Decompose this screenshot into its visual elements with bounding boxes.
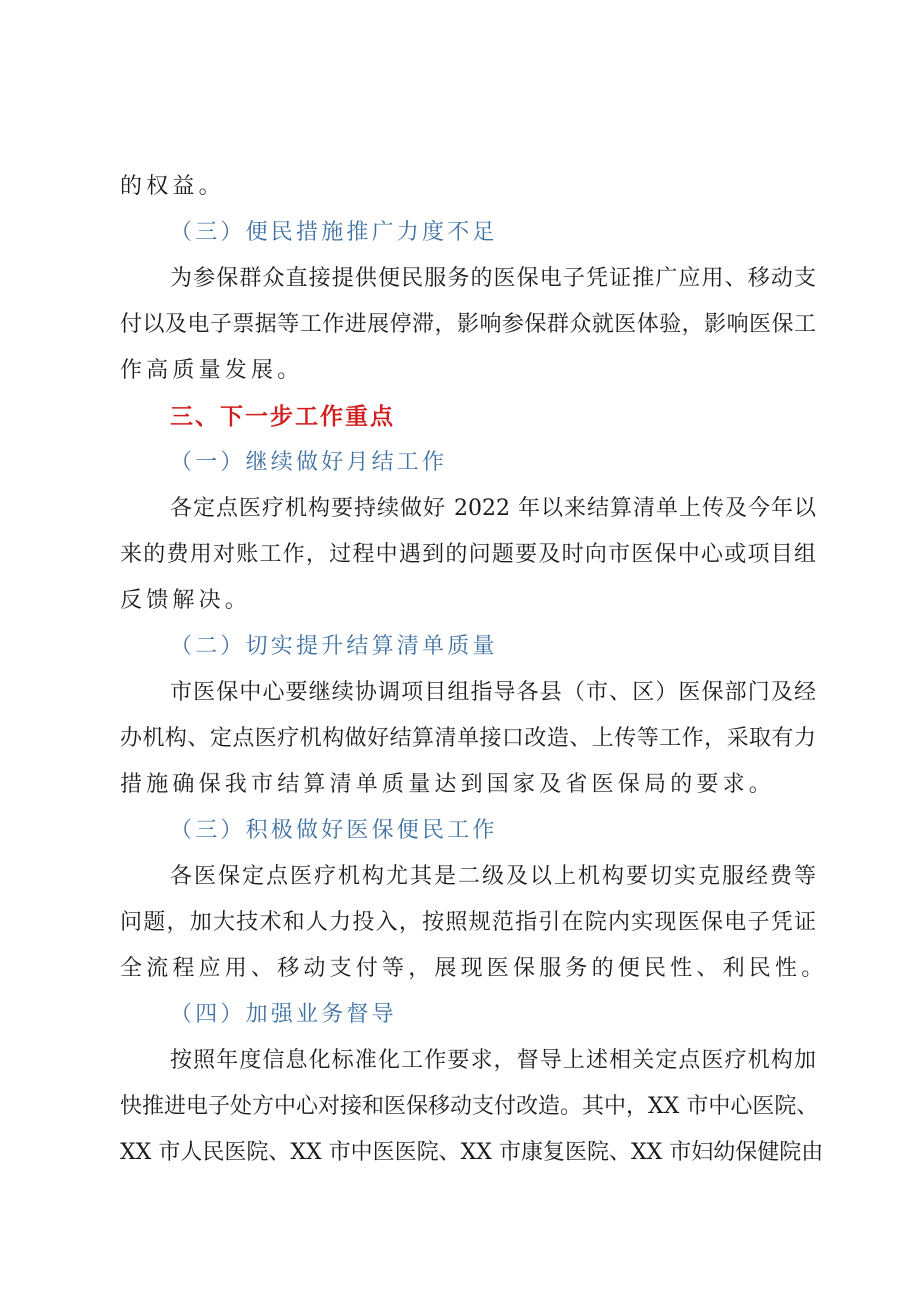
subheading-settlement-quality: （二）切实提升结算清单质量 bbox=[170, 634, 498, 659]
paragraph-line: 为参保群众直接提供便民服务的医保电子凭证推广应用、移动支 bbox=[170, 266, 816, 291]
paragraph-line: 付以及电子票据等工作进展停滞，影响参保群众就医体验，影响医保工 bbox=[120, 312, 816, 337]
subheading-monthly-settlement: （一）继续做好月结工作 bbox=[170, 450, 448, 475]
paragraph-line: 问题，加大技术和人力投入，按照规范指引在院内实现医保电子凭证 bbox=[120, 910, 816, 935]
paragraph-line: 措施确保我市结算清单质量达到国家及省医保局的要求。 bbox=[120, 772, 776, 797]
subheading-convenience-work: （三）积极做好医保便民工作 bbox=[170, 818, 498, 843]
section-heading-next-steps: 三、下一步工作重点 bbox=[170, 404, 395, 430]
subheading-supervision: （四）加强业务督导 bbox=[170, 1002, 397, 1027]
paragraph-line: 反馈解决。 bbox=[120, 588, 252, 613]
paragraph-line: 市医保中心要继续协调项目组指导各县（市、区）医保部门及经 bbox=[170, 680, 816, 705]
paragraph-line: 快推进电子处方中心对接和医保移动支付改造。其中，XX 市中心医院、 bbox=[120, 1094, 819, 1119]
paragraph-line: 全流程应用、移动支付等，展现医保服务的便民性、利民性。 bbox=[120, 956, 828, 981]
paragraph-line: 办机构、定点医疗机构做好结算清单接口改造、上传等工作，采取有力 bbox=[120, 726, 816, 751]
paragraph-line: 作高质量发展。 bbox=[120, 358, 304, 383]
paragraph-line: 各定点医疗机构要持续做好 2022 年以来结算清单上传及今年以 bbox=[170, 496, 816, 521]
paragraph-line: 按照年度信息化标准化工作要求，督导上述相关定点医疗机构加 bbox=[170, 1048, 816, 1073]
subheading-convenience-measures: （三）便民措施推广力度不足 bbox=[170, 220, 498, 245]
paragraph-line: 来的费用对账工作，过程中遇到的问题要及时向市医保中心或项目组 bbox=[120, 542, 816, 567]
paragraph-line: 各医保定点医疗机构尤其是二级及以上机构要切实克服经费等 bbox=[170, 864, 816, 889]
paragraph-line: XX 市人民医院、XX 市中医医院、XX 市康复医院、XX 市妇幼保健院由 bbox=[120, 1140, 824, 1165]
paragraph-line: 的权益。 bbox=[120, 174, 225, 199]
